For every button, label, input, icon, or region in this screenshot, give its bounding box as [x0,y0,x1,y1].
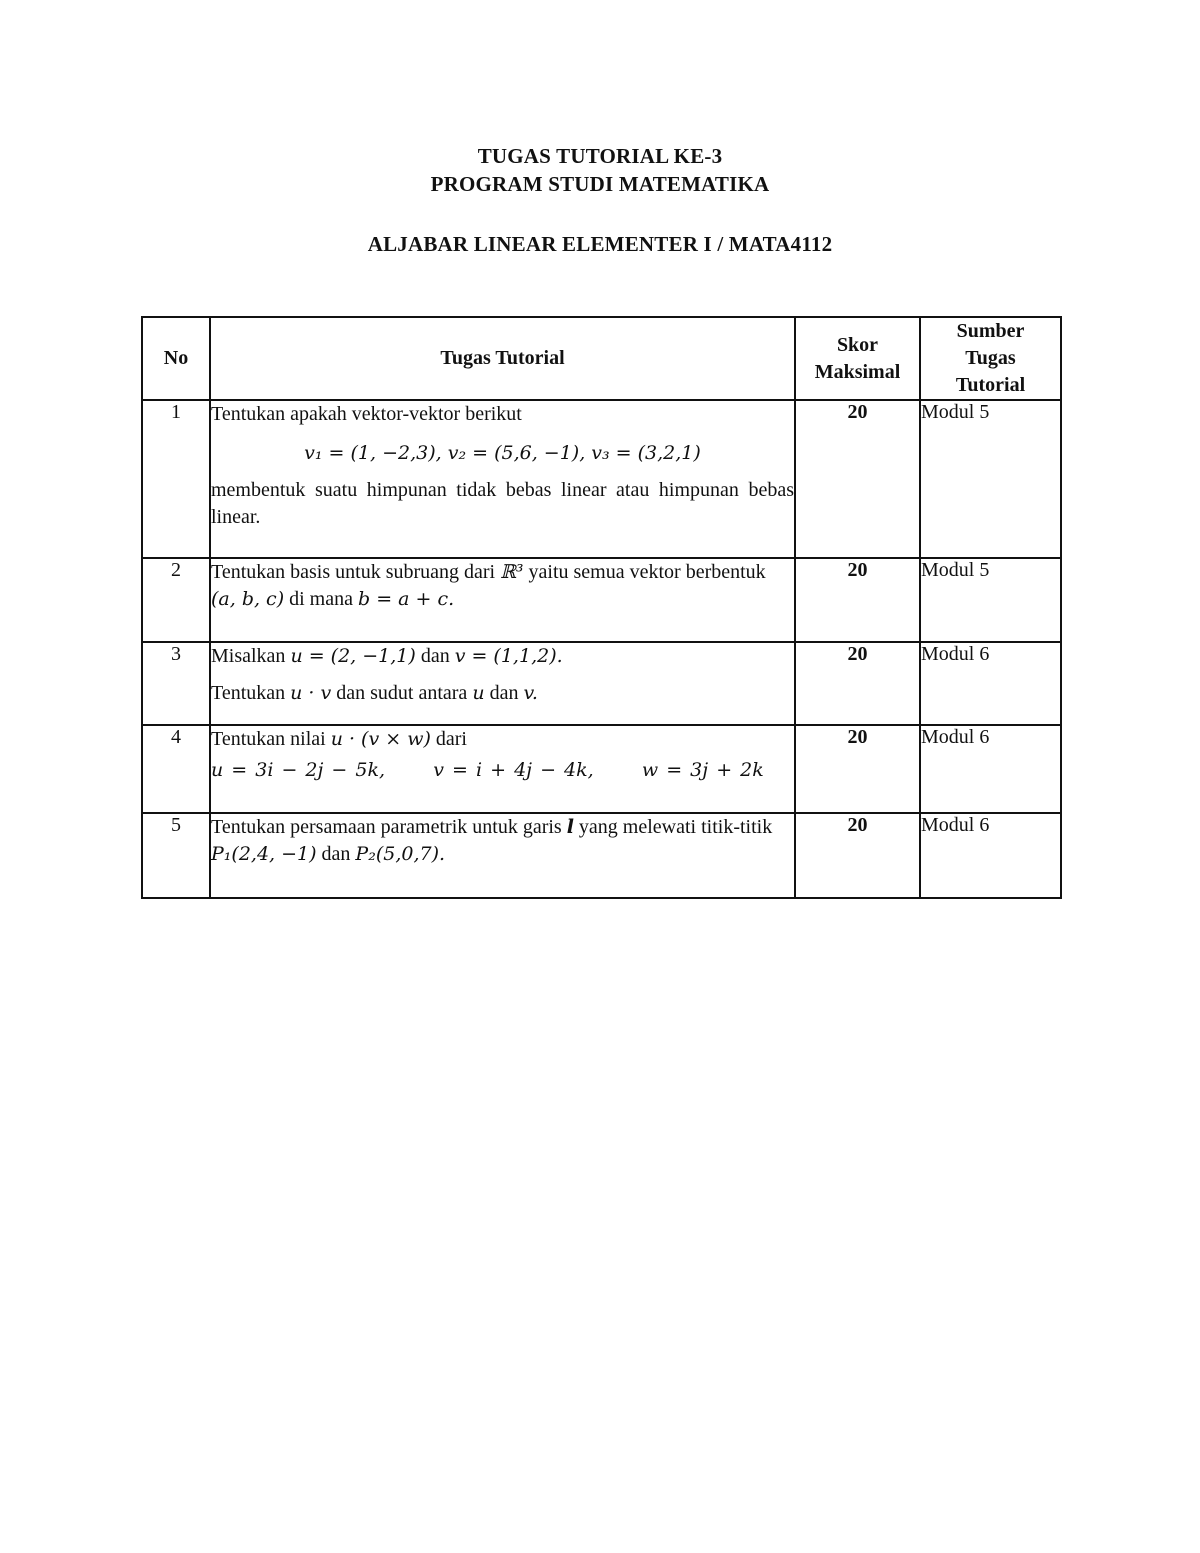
row-number: 2 [142,558,210,642]
tutorial-task-table [141,316,1062,899]
course-title: ALJABAR LINEAR ELEMENTER I / MATA4112 [367,232,833,256]
task-text: Tentukan basis untuk subruang dari ℝ³ yaitu semua vektor berbentuk (a, b, c) di mana b = a + c. [210,558,795,642]
max-score: 20 [795,400,920,558]
task-formula: v₁ = (1, −2,3), v₂ = (5,6, −1), v₃ = (3,2,1) [304,442,701,464]
column-header-score: Skor Maksimal [795,317,920,400]
source-module: Modul 6 [920,642,1061,725]
max-score: 20 [795,813,920,898]
table-header-row [142,317,1061,400]
column-header-no: No [142,317,210,400]
max-score: 20 [795,558,920,642]
source-module: Modul 6 [920,813,1061,898]
column-header-source: Sumber Tugas Tutorial [920,317,1061,400]
document-title: TUGAS TUTORIAL KE-3 [477,144,723,168]
row-number: 5 [142,813,210,898]
row-number: 1 [142,400,210,558]
task-text: Tentukan apakah vektor-vektor berikut v₁ = (1, −2,3), v₂ = (5,6, −1), v₃ = (3,2,1) membentuk suatu himpunan tidak bebas linear atau himpunan bebas linear. [210,400,795,558]
task-formula: u = 3i − 2j − 5k, v = i + 4j − 4k, w = 3j + 2k [211,759,764,781]
column-header-task: Tugas Tutorial [210,317,795,400]
source-module: Modul 6 [920,725,1061,813]
source-module: Modul 5 [920,400,1061,558]
table-row [142,558,1061,642]
max-score: 20 [795,725,920,813]
row-number: 3 [142,642,210,725]
task-text: Tentukan nilai u · (v × w) dari u = 3i − 2j − 5k, v = i + 4j − 4k, w = 3j + 2k [210,725,795,813]
row-number: 4 [142,725,210,813]
table-row [142,642,1061,725]
max-score: 20 [795,642,920,725]
table-row [142,813,1061,898]
program-name: PROGRAM STUDI MATEMATIKA [430,172,770,196]
table-row [142,725,1061,813]
source-module: Modul 5 [920,558,1061,642]
task-text: Misalkan u = (2, −1,1) dan v = (1,1,2). Tentukan u · v dan sudut antara u dan v. [210,642,795,725]
task-text: Tentukan persamaan parametrik untuk garis l yang melewati titik-titik P₁(2,4, −1) dan P₂(5,0,7). [210,813,795,898]
table-row [142,400,1061,558]
